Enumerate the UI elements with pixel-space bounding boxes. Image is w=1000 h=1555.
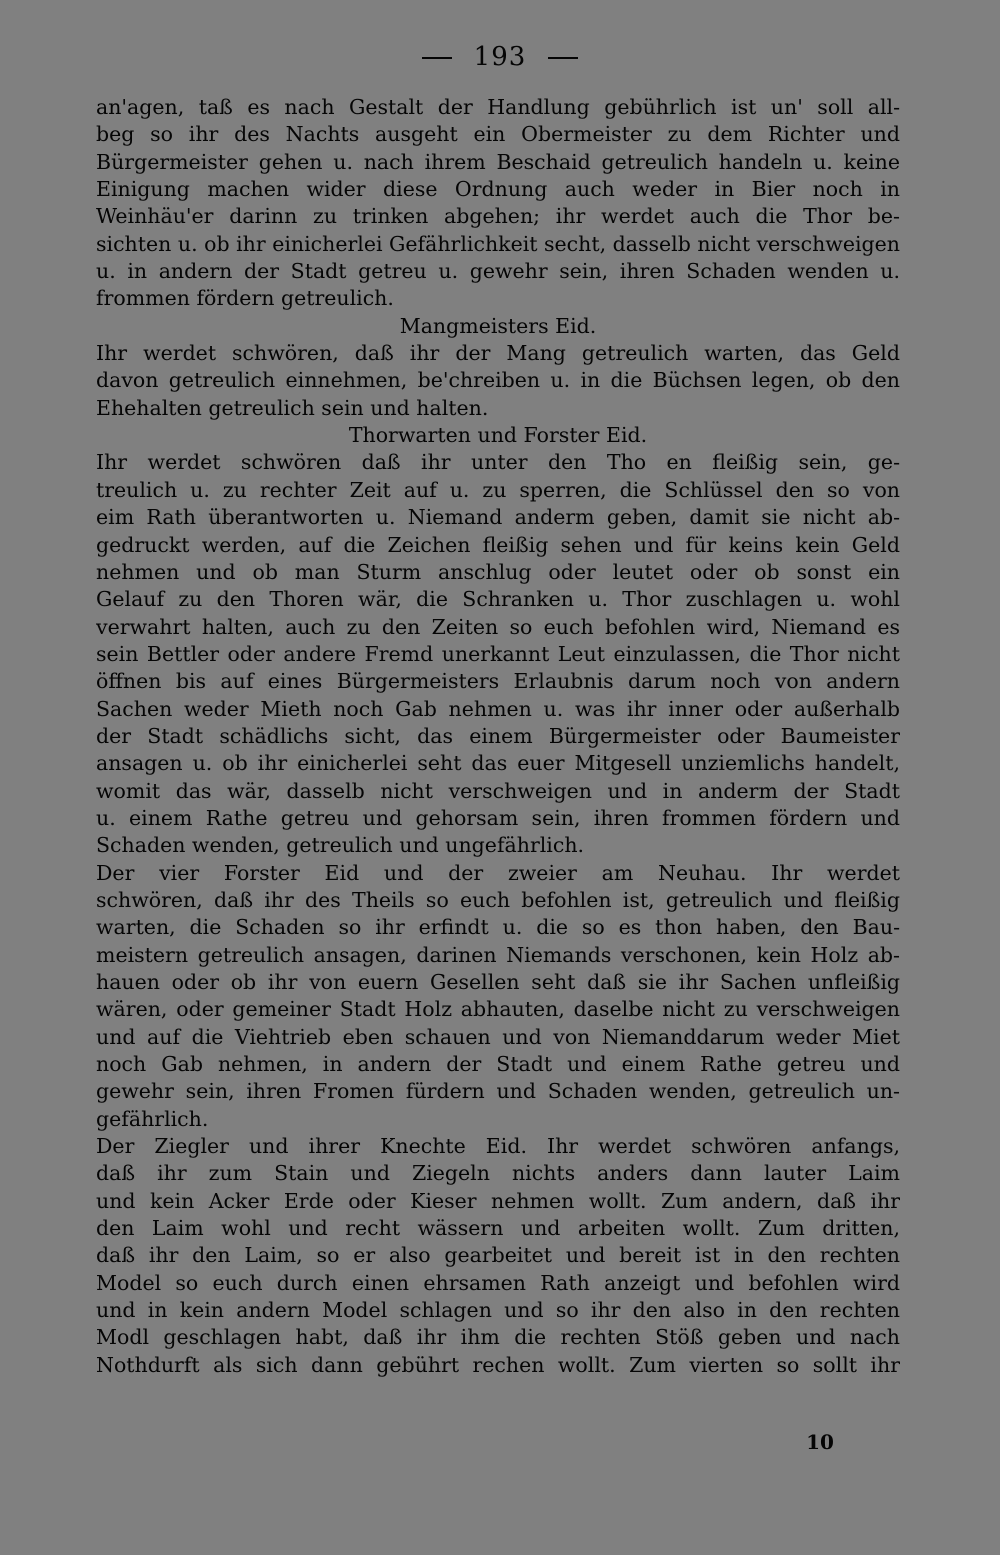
body-text [96, 94, 900, 1379]
text-line: gewehr sein, ihren Fromen fürdern und Schaden wenden, getreulich un- [96, 1079, 900, 1104]
text-line: Der Ziegler und ihrer Knechte Eid. Ihr werdet schwören anfangs, [96, 1134, 900, 1159]
text-line: an'agen, taß es nach Gestalt der Handlung gebührlich ist un' soll all- [96, 95, 900, 119]
text-line: treulich u. zu rechter Zeit auf u. zu sperren, die Schlüssel den so von [96, 477, 900, 502]
text-line: gefährlich. [96, 1106, 209, 1131]
text-line: den Laim wohl und recht wässern und arbeiten wollt. Zum dritten, [96, 1216, 900, 1241]
text-line: schwören, daß ihr des Theils so euch befohlen ist, getreulich und fleißig [96, 887, 900, 912]
text-line: wären, oder gemeiner Stadt Holz abhauten, daselbe nicht zu verschweigen [96, 997, 900, 1022]
text-line: Sachen weder Mieth noch Gab nehmen u. was ihr inner oder außerhalb [96, 696, 900, 721]
text-line: Bürgermeister gehen u. nach ihrem Beschaid getreulich handeln u. keine [96, 149, 900, 174]
text-line: Weinhäu'er darinn zu trinken abgehen; ihr werdet auch die Thor be- [96, 204, 900, 229]
text-line: Einigung machen wider diese Ordnung auch weder in Bier noch in [96, 177, 900, 202]
text-line: sein Bettler oder andere Fremd unerkannt Leut einzulassen, die Thor nicht [96, 641, 900, 666]
text-line: und auf die Viehtrieb eben schauen und von Niemanddarum weder Miet [96, 1024, 900, 1049]
text-line: Der vier Forster Eid und der zweier am Neuhau. Ihr werdet [96, 860, 900, 885]
text-line: Model so euch durch einen ehrsamen Rath anzeigt und befohlen wird [96, 1270, 900, 1295]
text-line: und in kein andern Model schlagen und so ihr den also in den rechten [96, 1298, 900, 1323]
text-line: sichten u. ob ihr einicherlei Gefährlichkeit secht, dasselb nicht verschweigen [96, 231, 900, 256]
text-line: meistern getreulich ansagen, darinen Niemands verschonen, kein Holz ab- [96, 942, 900, 967]
section-heading: Thorwarten und Forster Eid. [348, 423, 648, 448]
text-line: Gelauf zu den Thoren wär, die Schranken u. Thor zuschlagen u. wohl [96, 587, 900, 612]
header-dash-left [422, 57, 452, 59]
header-dash-right [548, 57, 578, 59]
text-line: frommen fördern getreulich. [96, 286, 394, 311]
text-line: verwahrt halten, auch zu den Zeiten so euch befohlen wird, Niemand es [96, 614, 900, 639]
text-line: womit das wär, dasselb nicht verschweigen und in anderm der Stadt [96, 778, 900, 803]
page-number: 193 [473, 42, 527, 72]
text-line: daß ihr zum Stain und Ziegeln nichts anders dann lauter Laim [96, 1161, 900, 1186]
page-header [0, 42, 1000, 72]
text-line: Schaden wenden, getreulich und ungefährlich. [96, 833, 585, 858]
text-line: warten, die Schaden so ihr erfindt u. die so es thon haben, den Bau- [96, 915, 900, 940]
text-line: gedruckt werden, auf die Zeichen fleißig sehen und für keins kein Geld [96, 532, 900, 557]
text-line: beg so ihr des Nachts ausgeht ein Obermeister zu dem Richter und [96, 122, 900, 147]
text-line: u. in andern der Stadt getreu u. gewehr sein, ihren Schaden wenden u. [96, 259, 900, 284]
text-line: Ihr werdet schwören daß ihr unter den Tho en fleißig sein, ge- [96, 450, 900, 475]
text-line: eim Rath überantworten u. Niemand anderm geben, damit sie nicht ab- [96, 505, 900, 530]
text-line: öffnen bis auf eines Bürgermeisters Erlaubnis darum noch von andern [96, 669, 900, 694]
text-line: davon getreulich einnehmen, be'chreiben u. in die Büchsen legen, ob den [96, 368, 900, 393]
text-line: noch Gab nehmen, in andern der Stadt und einem Rathe getreu und [96, 1052, 900, 1077]
section-heading: Mangmeisters Eid. [399, 313, 597, 338]
text-line: Ihr werdet schwören, daß ihr der Mang getreulich warten, das Geld [96, 341, 900, 366]
text-line: Nothdurft als sich dann gebührt rechen wollt. Zum vierten so sollt ihr [96, 1352, 900, 1377]
text-line: und kein Acker Erde oder Kieser nehmen wollt. Zum andern, daß ihr [96, 1188, 900, 1213]
text-line: ansagen u. ob ihr einicherlei seht das euer Mitgesell unziemlichs handelt, [96, 751, 900, 776]
text-line: daß ihr den Laim, so er also gearbeitet und bereit ist in den rechten [96, 1243, 900, 1268]
text-line: u. einem Rathe getreu und gehorsam sein, ihren frommen fördern und [96, 805, 900, 830]
text-line: hauen oder ob ihr von euern Gesellen seht daß sie ihr Sachen unfleißig [96, 970, 900, 994]
text-line: der Stadt schädlichs sicht, das einem Bürgermeister oder Baumeister [96, 723, 900, 748]
text-line: Modl geschlagen habt, daß ihr ihm die rechten Stöß geben und nach [96, 1325, 900, 1350]
signature-mark: 10 [806, 1430, 834, 1454]
text-line: Ehehalten getreulich sein und halten. [96, 395, 489, 420]
text-line: nehmen und ob man Sturm anschlug oder leutet oder ob sonst ein [96, 559, 900, 584]
